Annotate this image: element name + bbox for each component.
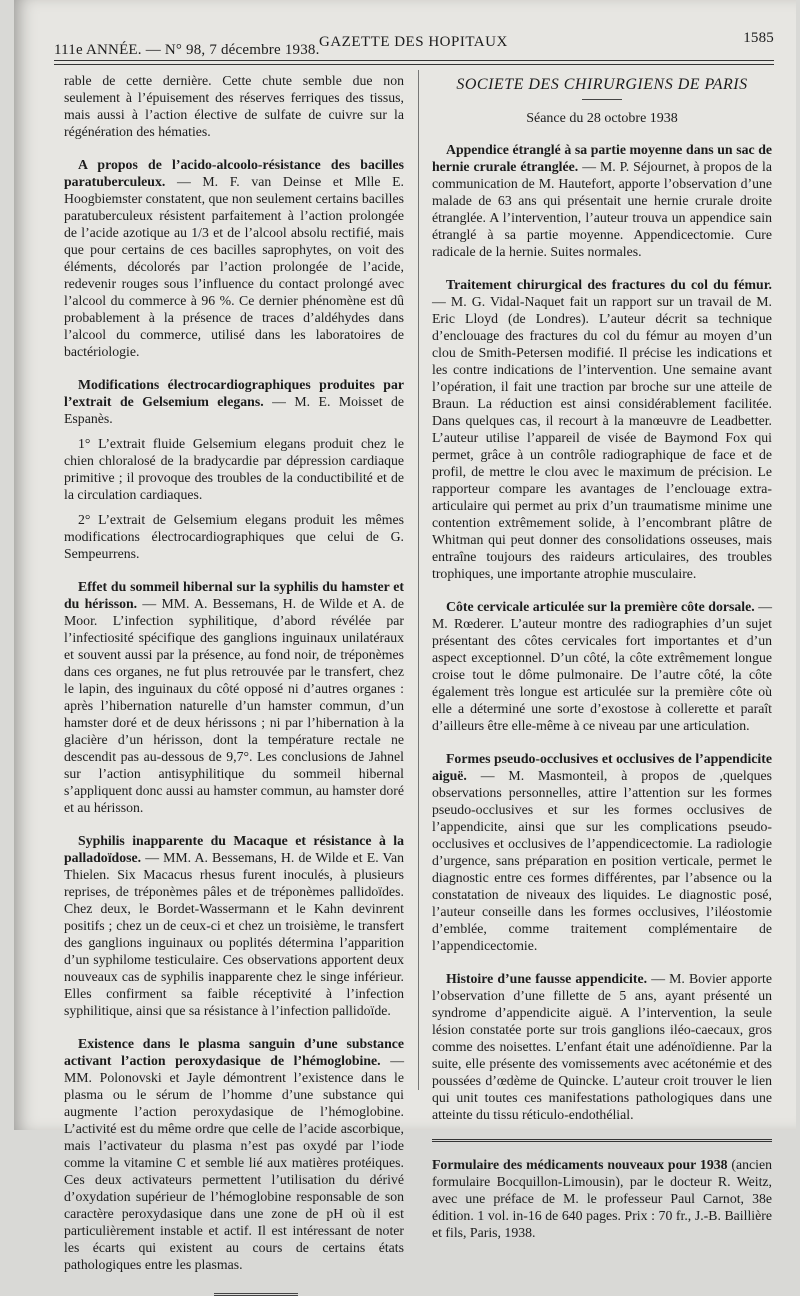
article-title: Modifications électrocardiographiques produites par l’extrait de Gelsemium elegans. (64, 377, 404, 409)
article-title: Appendice étranglé à sa partie moyenne dans un sac de hernie crurale étranglée. (432, 142, 772, 174)
article (432, 141, 772, 260)
article (432, 750, 772, 954)
paragraph (64, 511, 404, 562)
article (64, 832, 404, 1019)
paragraph (64, 435, 404, 503)
book-title: Formulaire des médicaments nouveaux pour 1938 (432, 1157, 728, 1172)
article (432, 970, 772, 1123)
article-title: Syphilis inapparente du Macaque et résistance à la palladoïdose. (64, 833, 404, 865)
article (432, 598, 772, 734)
article-body: 2° L’extrait de Gelsemium elegans produit les mêmes modifications électrocardiographiques que celui de G. Sempeurrens. (64, 512, 404, 561)
section-divider (432, 1139, 772, 1142)
article-body: — MM. A. Bessemans, H. de Wilde et E. Van Thielen. Six Macacus rhesus furent inoculés, à plusieurs reprises, de tréponèmes pâles et de tréponèmes pallidoïdes. Chez deux, le Bordet-Wassermann et le Kahn devinrent positifs ; chez un de ceux-ci et chez un troisième, le transfert des ganglions inguinaux ou poplités détermina l’apparition d’un syphilome testiculaire. Ces observations apportent deux nouveaux cas de syphilis inapparente chez le singe inférieur. Elles confirment sa faible réceptivité à l’infection syphilitique, ainsi que sa résistance à l’infection pallidoïde. (64, 850, 404, 1018)
article-body: — MM. Polonovski et Jayle démontrent l’existence dans le plasma ou le sérum de l’homme d’une substance qui augmente l’action peroxydasique de l’hémoglobine. L’activité est du même ordre que celle de l’acide ascorbique, mais l’activateur du plasma n’est pas oxydé par l’iode comme la vitamine C et semble lié aux matières protéiques. Ces deux activateurs permettent l’utilisation du dérivé d’oxydation supérieur de l’hémoglobine responsable de son caractère peroxydasique dans une zone de pH où il est particulièrement instable et actif. Il est intéressant de noter les écarts qui existent au cours de certains états pathologiques entre les plasmas. (64, 1053, 405, 1272)
article (64, 578, 404, 816)
right-column (432, 72, 772, 1257)
article-title: Formes pseudo-occlusives et occlusives de l’appendicite aiguë. (432, 751, 772, 783)
article-body: rable de cette dernière. Cette chute semble due non seulement à l’épuisement des réserves ferriques des tissus, mais aussi à l’action élective de sulfate de cuivre sur la régénération des hématies. (64, 73, 404, 139)
article-title: Effet du sommeil hibernal sur la syphilis du hamster et du hérisson. (64, 579, 404, 611)
page-number: 1585 (743, 30, 774, 46)
book-details: (ancien formulaire Bocquillon-Limousin), par le docteur R. Weitz, avec une préface de M. le professeur Paul Carnot, 38e édition. 1 vol. in-16 de 640 pages. Prix : 70 fr., J.-B. Baillière et fils, Paris, 1938. (432, 1157, 772, 1240)
section-title: SOCIETE DES CHIRURGIENS DE PARIS (456, 76, 748, 93)
article (64, 376, 404, 427)
article-body: — M. P. Séjournet, à propos de la communication de M. Hautefort, apporte l’observation d’une malade de 63 ans qui présentait une hernie crurale droite étranglée. A l’intervention, l’auteur trouva un appendice sain étranglé à sa partie moyenne. Appendicectomie. Cure radicale de la hernie. Suites normales. (432, 159, 772, 259)
left-column (64, 72, 404, 1296)
article-title: Histoire d’une fausse appendicite. (446, 971, 648, 986)
article-title: Traitement chirurgical des fractures du col du fémur. (446, 277, 772, 292)
book-notice (432, 1156, 772, 1241)
article-body: — M. F. van Deinse et Mlle E. Hoogbiemster constatent, que non seulement certains bacilles paratuberculeux résistent parfaitement à l’action prolongée de l’acide azotique au 1/3 et de l’alcool absolu rectifié, mais que pour certains de ces bacilles saprophytes, on voit des éléments, décolorés par l’action prolongée de l’acide, redevenir rouges sous l’influence du contact prolongé avec l’alcool du commerce à 96 %. Ce dernier phénomène est dû probablement à la présence de traces d’aldéhydes dans l’alcool du commerce, utilisé dans les laboratoires de bactériologie. (64, 174, 404, 359)
article (432, 276, 772, 582)
page-header (54, 30, 774, 60)
journal-page (14, 0, 796, 1272)
article-title: Côte cervicale articulée sur la première côte dorsale. (446, 599, 755, 614)
article-body: — M. Rœderer. L’auteur montre des radiographies d’un sujet présentant des côtes cervicales fort importantes et d’un aspect exceptionnel. D’un côté, la côte extrêmement longue croise tout le dôme pulmonaire. De l’autre côté, la côte également très longue est articulée sur la première côte où elle a déterminé une sorte d’exostose à collerette et paraît d’ailleurs être elle-même à ce niveau par une articulation. (432, 599, 772, 733)
session-date: Séance du 28 octobre 1938 (526, 111, 678, 126)
section-rule (582, 99, 622, 100)
header-rule-2 (54, 64, 774, 65)
journal-title: GAZETTE DES HOPITAUX (319, 34, 508, 50)
article-body: — M. Masmonteil, à propos de ,quelques observations personnelles, attire l’attention sur les formes pseudo-occlusives et sur les formes occlusives de l’appendicite, ainsi que sur les complications pseudo-occlusives et occlusives de l’appendicectomie. La radiologie d’urgence, sans préparation en position verticale, permet le diagnostic entre ces formes différentes, par l’absence ou la constatation de niveaux des liquides. Le diagnostic posé, l’auteur conseille dans les formes occlusives, l’iléostomie d’emblée, comme traitement complémentaire de l’appendicectomie. (432, 768, 772, 953)
article-body: — M. E. Moisset de Espanès. (64, 394, 405, 426)
article-title: A propos de l’acido-alcoolo-résistance des bacilles paratuberculeux. (64, 157, 404, 189)
header-rule (54, 60, 774, 61)
article (64, 1035, 404, 1273)
article-body: — M. G. Vidal-Naquet fait un rapport sur un travail de M. Eric Lloyd (de Londres). L’auteur décrit sa technique d’enclouage des fractures du col du fémur au moyen d’un clou de Smith-Petersen modifié. Il précise les indications et les contre indications de l’intervention. Une semaine avant l’opération, il fait une traction par broche sur une atteile de Braun. La réduction est ainsi considérablement facilitée. Dans quelques cas, il recourt à la manœuvre de Leadbetter. L’auteur utilise l’appareil de visée de Baymond Fox qui permet, grâce à un contrôle radiographique de face et de profil, de mettre le clou avec le maximum de précision. Le rapporteur compare les avantages de l’enclouage extra-articulaire qui permet au prix d’un traumatisme minime une contention extrêmement solide, à l’encombrant plâtre de Whitman qui peut donner des consolidations osseuses, mais entraîne toujours des raideurs articulaires, des troubles trophiques, une importante atrophie musculaire. (432, 294, 772, 581)
article-body: — M. Bovier apporte l’observation d’une fillette de 5 ans, ayant présenté un syndrome d’appendicite aiguë. A l’intervention, la seule lésion constatée porte sur trois ganglions iléo-caecaux, gros comme des noisettes. L’enfant était une adénoïdienne. Par la suite, elle présente des vomissements avec acétonémie et des poussées d’œdème de Quincke. L’auteur croit trouver le lien qui unit toutes ces manifestations pathologiques dans une atteinte du tissu réticulo-endothélial. (432, 971, 772, 1122)
article-body: — MM. A. Bessemans, H. de Wilde et A. de Moor. L’infection syphilitique, d’abord révélée par l’infectiosité spécifique des ganglions inguinaux unilatéraux et souvent aussi par la présence, au fond noir, de tréponèmes dans ces organes, ne fut plus retrouvée par le transfert, chez le lapin, des inguinaux du côté opposé ni d’autres organes : après l’hibernation naturelle d’un hamster commun, d’un hamster doré et de deux hérissons ; ni par l’hibernation à la glacière d’un hérisson, dont la température rectale ne descendit pas au-dessous de 9,7°. Les conclusions de Jahnel sur l’action antisyphilitique du sommeil hibernal s’appliquent donc aussi au hamster commun, au hamster doré et au hérisson. (64, 596, 405, 815)
paragraph (64, 72, 404, 140)
article (64, 156, 404, 360)
article-title: Existence dans le plasma sanguin d’une substance activant l’action peroxydasique de l’hémoglobine. (64, 1036, 404, 1068)
column-divider (418, 70, 419, 1090)
issue-info: 111e ANNÉE. — N° 98, 7 décembre 1938. (54, 42, 320, 58)
article-body: 1° L’extrait fluide Gelsemium elegans produit chez le chien chloralosé de la bradycardie par dépression cardiaque primitive ; il provoque des troubles de la conductibilité et de la circulation cardiaques. (64, 436, 404, 502)
